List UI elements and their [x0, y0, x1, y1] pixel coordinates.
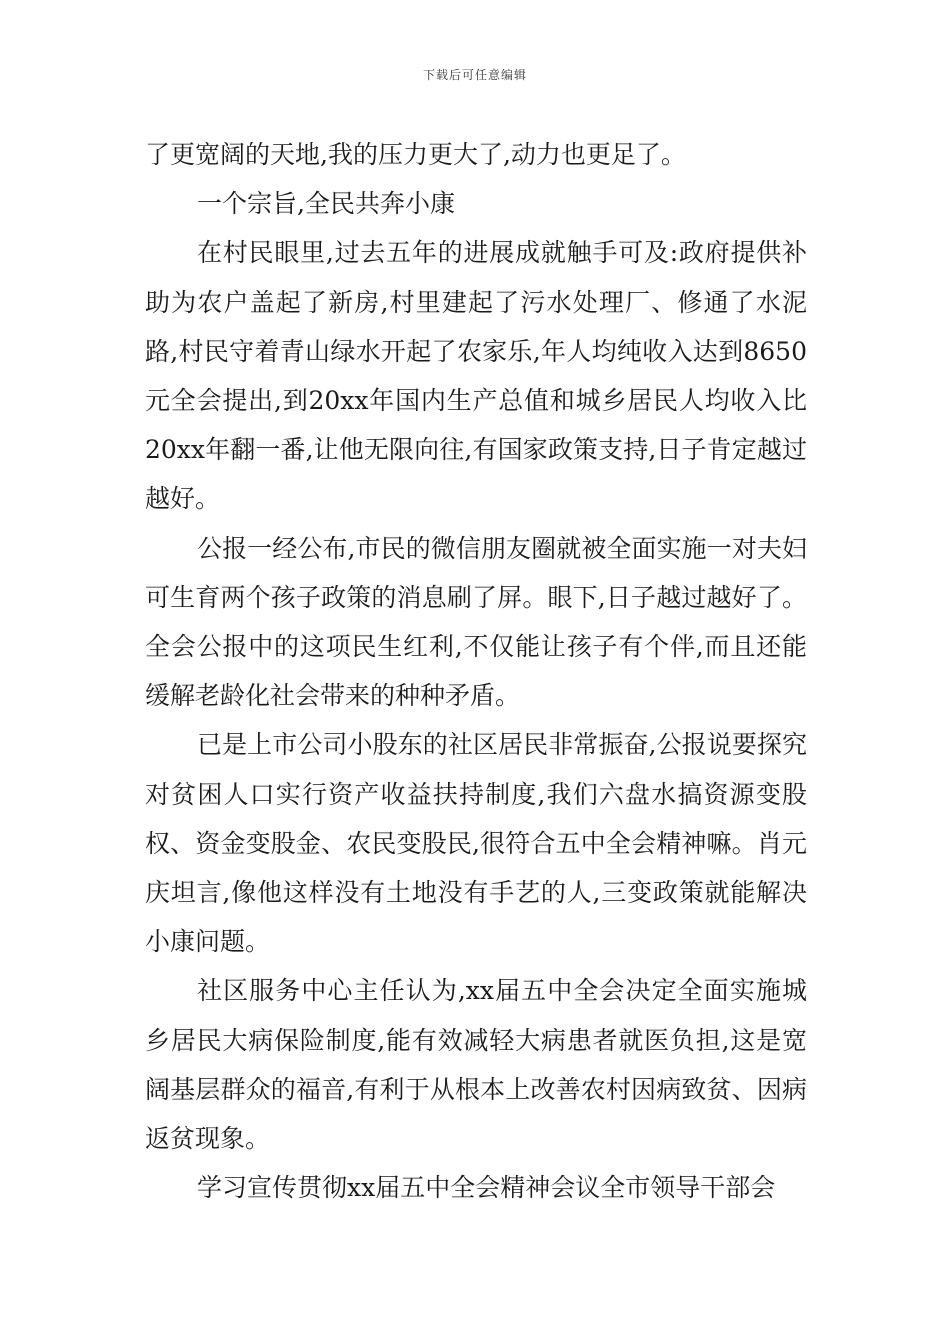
paragraph: 了更宽阔的天地,我的压力更大了,动力也更足了。 — [145, 140, 686, 169]
paragraph: 社区服务中心主任认为,xx届五中全会决定全面实施城乡居民大病保险制度,能有效减轻大病患者就医负担,这是宽阔基层群众的福音,有利于从根本上改善农村因病致贫、因病返贫现象。 — [145, 976, 807, 1154]
paragraph: 公报一经公布,市民的微信朋友圈就被全面实施一对夫妇可生育两个孩子政策的消息刷了屏。眼下,日子越过越好了。全会公报中的这项民生红利,不仅能让孩子有个伴,而且还能缓解老龄化社会带来的种种矛盾。 — [145, 533, 807, 711]
section-heading: 一个宗旨,全民共奔小康 — [197, 189, 455, 219]
paragraph: 在村民眼里,过去五年的进展成就触手可及:政府提供补助为农户盖起了新房,村里建起了污水处理厂、修通了水泥路,村民守着青山绿水开起了农家乐,年人均纯收入达到8650元全会提出,到20xx年国内生产总值和城乡居民人均收入比20xx年翻一番,让他无限向往,有国家政策支持,日子肯定越过越好。 — [145, 238, 807, 514]
paragraph: 已是上市公司小股东的社区居民非常振奋,公报说要探究对贫困人口实行资产收益扶持制度,我们六盘水搞资源变股权、资金变股金、农民变股民,很符合五中全会精神嘛。肖元庆坦言,像他这样没有土地没有手艺的人,三变政策就能解决小康问题。 — [145, 730, 807, 957]
paragraph: 学习宣传贯彻xx届五中全会精神会议全市领导干部会 — [197, 1173, 776, 1203]
document-body — [145, 130, 807, 1212]
page-header-note: 下载后可任意编辑 — [422, 68, 527, 82]
